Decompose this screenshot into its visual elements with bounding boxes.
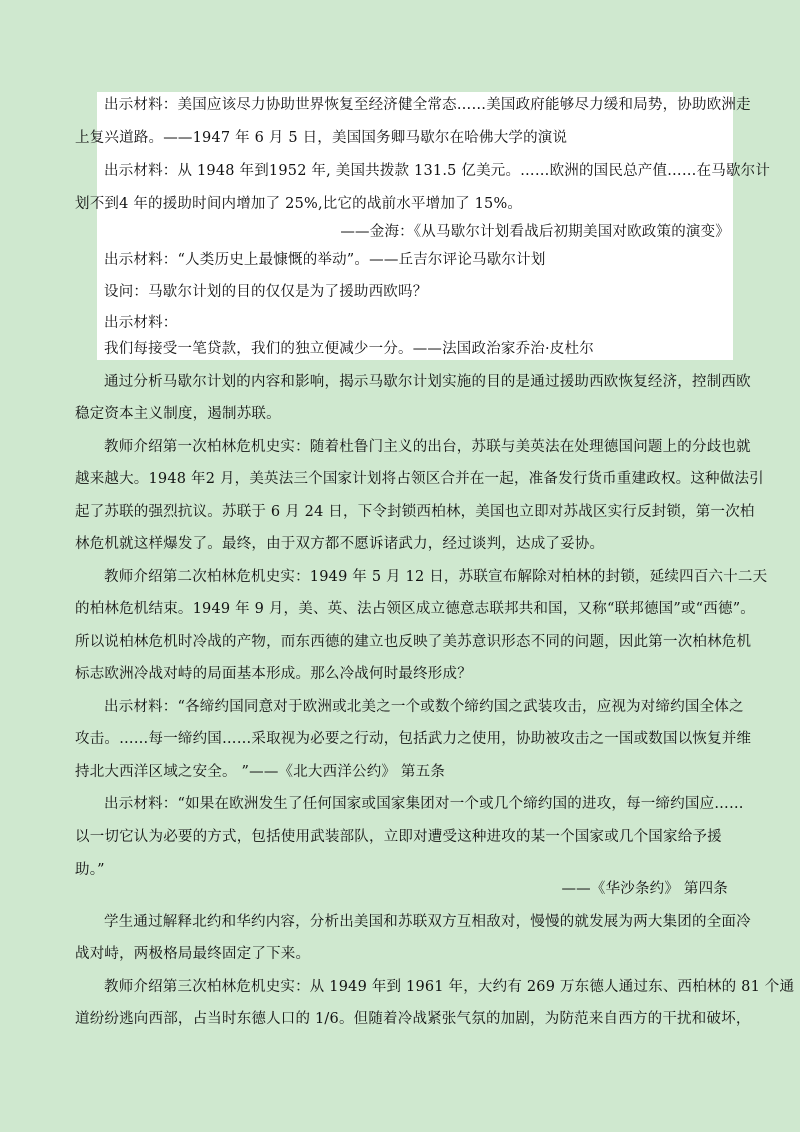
- text-line: 出示材料：从 1948 年到1952 年, 美国共拨款 131.5 亿美元。……欧洲的国民总产值……在马歇尔计: [104, 163, 771, 179]
- text-line: 林危机就这样爆发了。最终，由于双方都不愿诉诸武力，经过谈判，达成了妥协。: [75, 536, 605, 552]
- text-line: 设问：马歇尔计划的目的仅仅是为了援助西欧吗？: [104, 284, 428, 300]
- citation-line: ——《华沙条约》 第四条: [561, 881, 728, 897]
- text-line: 攻击。……每一缔约国……采取视为必要之行动，包括武力之使用，协助被攻击之一国或数国以恢复并维: [75, 731, 752, 747]
- text-line: 持北大西洋区域之安全。 ”——《北大西洋公约》 第五条: [75, 764, 446, 780]
- text-line: 越来越大。1948 年2 月，美英法三个国家计划将占领区合并在一起，准备发行货币重建政权。这种做法引: [75, 471, 764, 487]
- text-line: 所以说柏林危机时冷战的产物，而东西德的建立也反映了美苏意识形态不同的问题，因此第一次柏林危机: [75, 634, 752, 650]
- text-line: 出示材料：: [104, 315, 178, 331]
- text-line: 出示材料：“如果在欧洲发生了任何国家或国家集团对一个或几个缔约国的进攻，每一缔约国应……: [104, 796, 744, 812]
- citation-line: ——金海：《从马歇尔计划看战后初期美国对欧政策的演变》: [340, 224, 730, 240]
- text-line: 道纷纷逃向西部，占当时东德人口的 1/6。但随着冷战紧张气氛的加剧，为防范来自西方的干扰和破坏，: [75, 1011, 751, 1027]
- text-line: 学生通过解释北约和华约内容，分析出美国和苏联双方互相敌对，慢慢的就发展为两大集团的全面冷: [104, 914, 751, 930]
- text-line: 上复兴道路。——1947 年 6 月 5 日，美国国务卿马歇尔在哈佛大学的演说: [75, 130, 568, 146]
- text-line: 起了苏联的强烈抗议。苏联于 6 月 24 日，下令封锁西柏林，美国也立即对苏战区实行反封锁，第一次柏: [75, 504, 755, 520]
- text-line: 战对峙，两极格局最终固定了下来。: [75, 946, 311, 962]
- text-line: 的柏林危机结束。1949 年 9 月，美、英、法占领区成立德意志联邦共和国，又称“联邦德国”或“西德”。: [75, 601, 756, 617]
- text-line: 以一切它认为必要的方式，包括使用武装部队，立即对遭受这种进攻的某一个国家或几个国家给予援: [75, 829, 722, 845]
- text-line: 教师介绍第一次柏林危机史实：随着杜鲁门主义的出台，苏联与美英法在处理德国问题上的分歧也就: [104, 439, 751, 455]
- text-line: 通过分析马歇尔计划的内容和影响，揭示马歇尔计划实施的目的是通过援助西欧恢复经济，控制西欧: [104, 374, 751, 390]
- text-line: 我们每接受一笔贷款，我们的独立便减少一分。——法国政治家乔治·皮杜尔: [104, 341, 594, 357]
- text-line: 出示材料：“人类历史上最慷慨的举动”。——丘吉尔评论马歇尔计划: [104, 252, 546, 268]
- text-line: 助。”: [75, 862, 105, 878]
- text-line: 教师介绍第三次柏林危机史实：从 1949 年到 1961 年，大约有 269 万东德人通过东、西柏林的 81 个通: [104, 979, 795, 995]
- text-line: 出示材料：美国应该尽力协助世界恢复至经济健全常态……美国政府能够尽力缓和局势，协助欧洲走: [104, 97, 751, 113]
- text-line: 稳定资本主义制度，遏制苏联。: [75, 406, 281, 422]
- text-line: 出示材料：“各缔约国同意对于欧洲或北美之一个或数个缔约国之武装攻击，应视为对缔约国全体之: [104, 699, 744, 715]
- text-line: 教师介绍第二次柏林危机史实：1949 年 5 月 12 日，苏联宣布解除对柏林的封锁，延续四百六十二天: [104, 569, 768, 585]
- text-line: 划不到4 年的援助时间内增加了 25%,比它的战前水平增加了 15%。: [75, 196, 523, 212]
- text-line: 标志欧洲冷战对峙的局面基本形成。那么冷战何时最终形成？: [75, 666, 472, 682]
